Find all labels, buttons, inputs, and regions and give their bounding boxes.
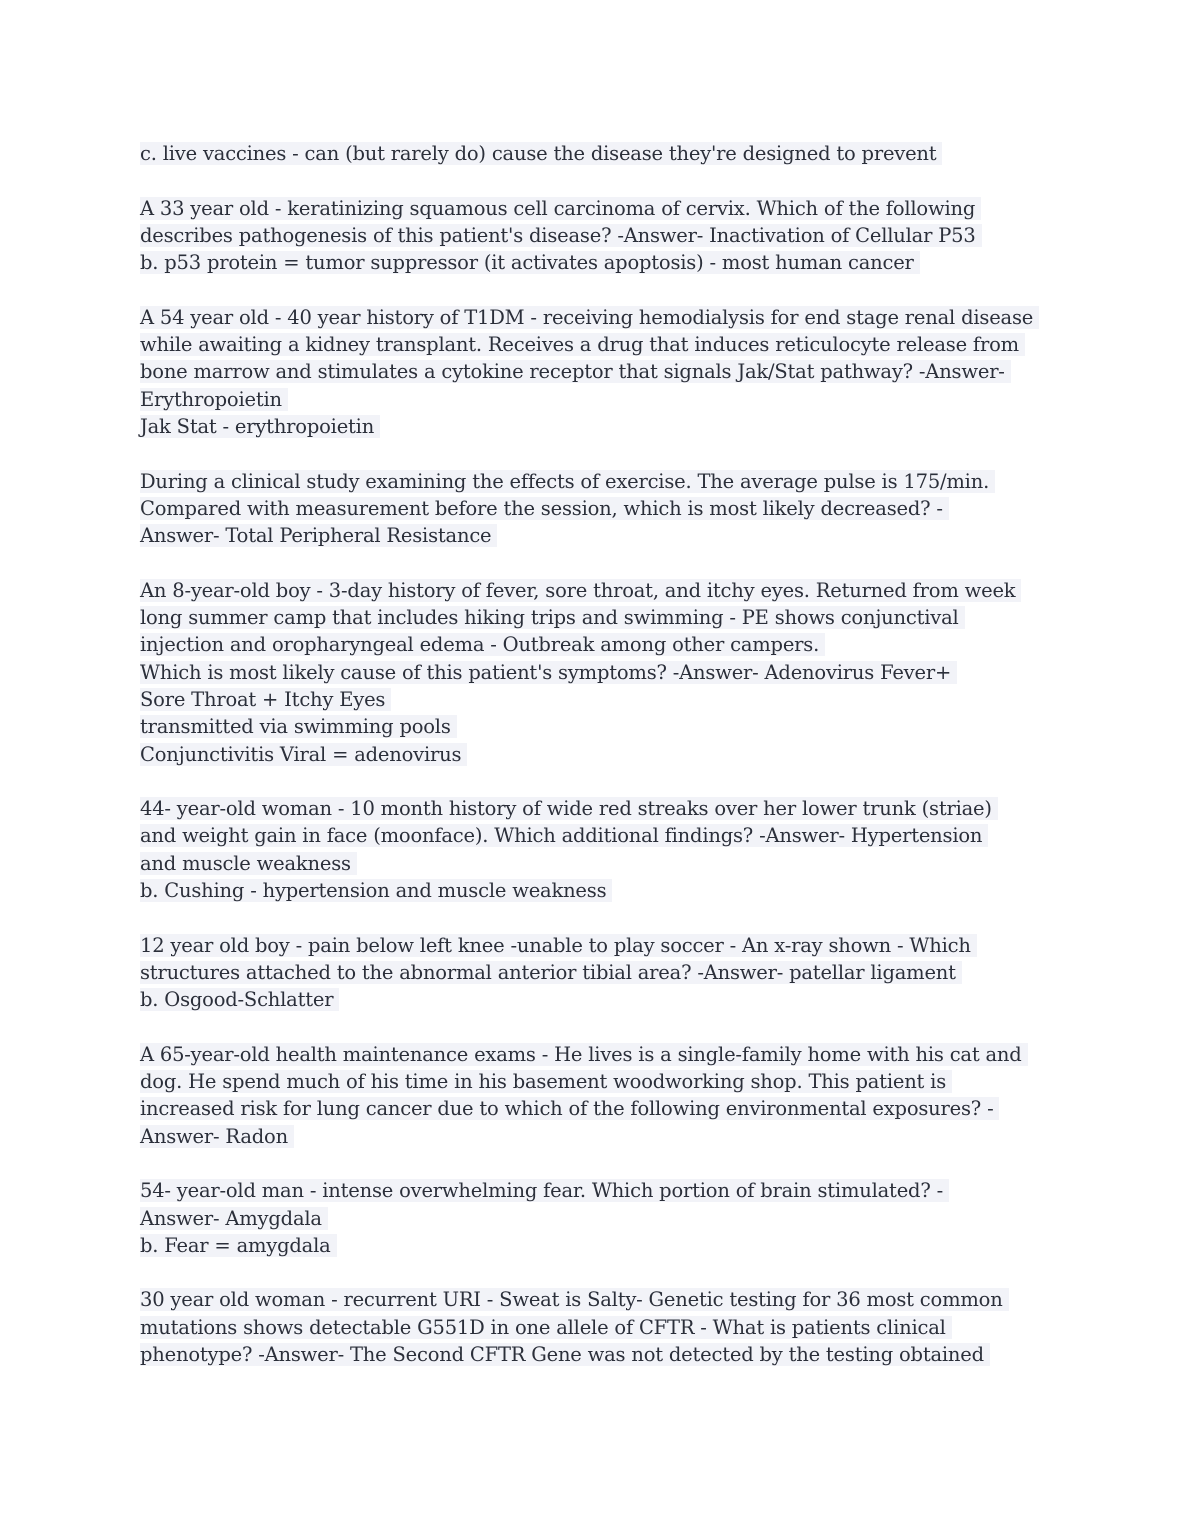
qa-block-exercise-resistance [140,468,1050,550]
text-line: bone marrow and stimulates a cytokine receptor that signals Jak/Stat pathway? -Answer- [140,360,1011,383]
text-line: mutations shows detectable G551D in one allele of CFTR - What is patients clinical [140,1316,952,1339]
qa-block-adenovirus [140,577,1050,768]
text-line: b. p53 protein = tumor suppressor (it activates apoptosis) - most human cancer [140,251,920,274]
text-line: 30 year old woman - recurrent URI - Sweat is Salty- Genetic testing for 36 most common [140,1288,1009,1311]
text-line: During a clinical study examining the effects of exercise. The average pulse is 175/min. [140,470,995,493]
qa-block-radon [140,1041,1050,1150]
text-line: and muscle weakness [140,852,357,875]
qa-block-erythropoietin [140,304,1050,440]
text-line: b. Cushing - hypertension and muscle weakness [140,879,612,902]
text-line: c. live vaccines - can (but rarely do) cause the disease they're designed to prevent [140,142,942,165]
text-line: increased risk for lung cancer due to which of the following environmental exposures? - [140,1097,999,1120]
text-line: 54- year-old man - intense overwhelming fear. Which portion of brain stimulated? - [140,1179,949,1202]
text-line: and weight gain in face (moonface). Which additional findings? -Answer- Hypertension [140,824,988,847]
text-line: while awaiting a kidney transplant. Receives a drug that induces reticulocyte release from [140,333,1025,356]
text-line: A 33 year old - keratinizing squamous cell carcinoma of cervix. Which of the following [140,197,981,220]
text-line: Answer- Total Peripheral Resistance [140,524,497,547]
text-line: Conjunctivitis Viral = adenovirus [140,743,467,766]
text-line: Erythropoietin [140,388,288,411]
document-page [140,140,1050,1396]
text-line: phenotype? -Answer- The Second CFTR Gene was not detected by the testing obtained [140,1343,990,1366]
text-line: b. Osgood-Schlatter [140,988,339,1011]
text-line: An 8-year-old boy - 3-day history of fever, sore throat, and itchy eyes. Returned from week [140,579,1021,602]
text-line: injection and oropharyngeal edema - Outbreak among other campers. [140,633,825,656]
qa-block-cftr [140,1286,1050,1368]
qa-block-amygdala [140,1177,1050,1259]
text-line: long summer camp that includes hiking trips and swimming - PE shows conjunctival [140,606,965,629]
qa-block-cervix-carcinoma [140,195,1050,277]
text-line: structures attached to the abnormal anterior tibial area? -Answer- patellar ligament [140,961,962,984]
text-line: b. Fear = amygdala [140,1234,337,1257]
text-line: dog. He spend much of his time in his basement woodworking shop. This patient is [140,1070,952,1093]
text-line: 44- year-old woman - 10 month history of wide red streaks over her lower trunk (striae) [140,797,998,820]
text-line: Jak Stat - erythropoietin [140,415,380,438]
text-line: A 54 year old - 40 year history of T1DM - receiving hemodialysis for end stage renal disease [140,306,1039,329]
qa-block-osgood-schlatter [140,932,1050,1014]
text-line: 12 year old boy - pain below left knee -unable to play soccer - An x-ray shown - Which [140,934,977,957]
text-line: Compared with measurement before the session, which is most likely decreased? - [140,497,949,520]
text-line: A 65-year-old health maintenance exams - He lives is a single-family home with his cat and [140,1043,1028,1066]
qa-block-cushing [140,795,1050,904]
text-line: Answer- Amygdala [140,1207,328,1230]
text-line: transmitted via swimming pools [140,715,457,738]
text-line: Sore Throat + Itchy Eyes [140,688,391,711]
text-line: Answer- Radon [140,1125,294,1148]
qa-block-live-vaccines [140,140,1050,167]
text-line: describes pathogenesis of this patient's disease? -Answer- Inactivation of Cellular P53 [140,224,982,247]
text-line: Which is most likely cause of this patient's symptoms? -Answer- Adenovirus Fever+ [140,661,957,684]
